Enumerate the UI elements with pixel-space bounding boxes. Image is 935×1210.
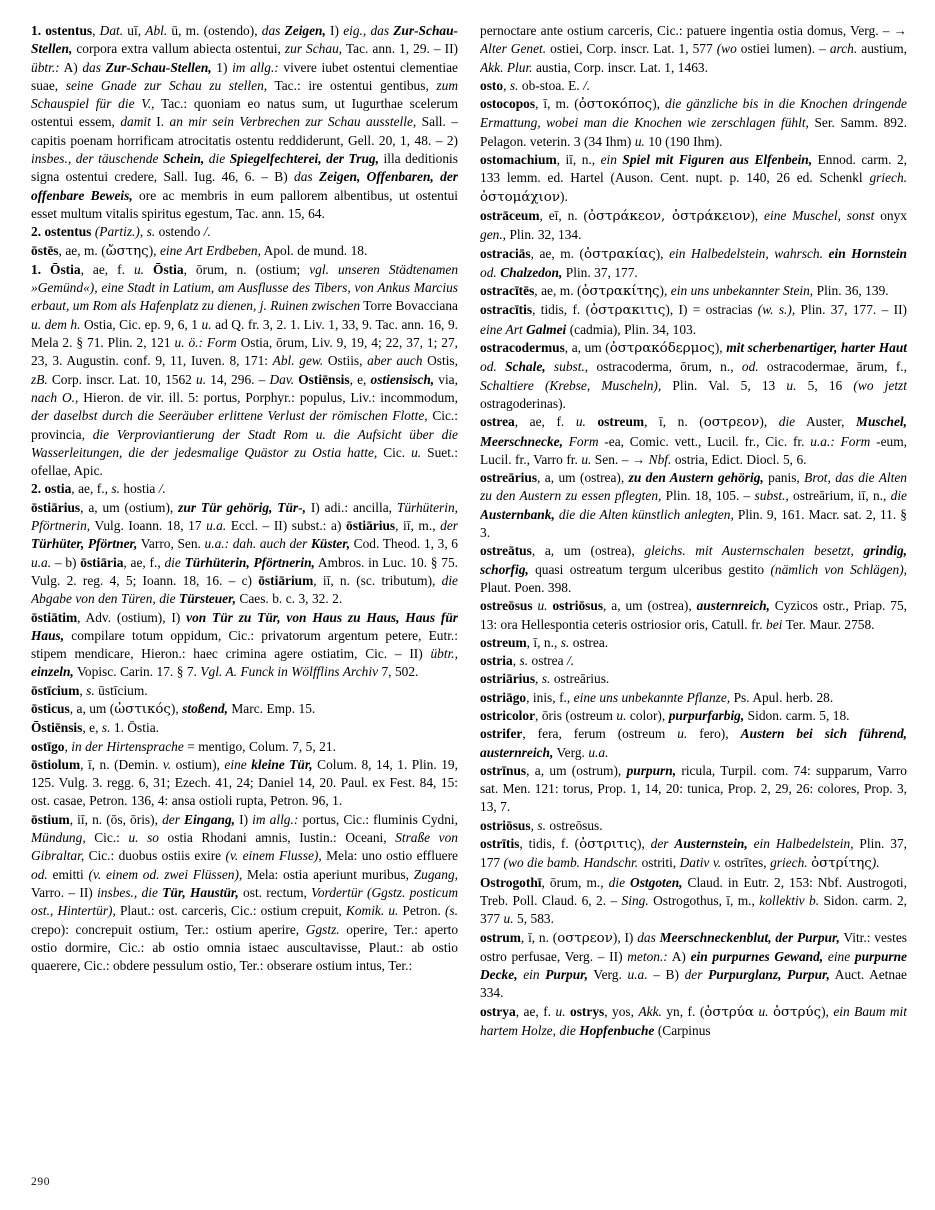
dictionary-entry: ostraciās, ae, m. (ὀστρακίας), ein Halbedelstein, wahrsch. ein Hornstein od. Chalzedon, Plin. 37, 177. (480, 245, 907, 280)
dictionary-entry: 2. ostentus (Partiz.), s. ostendo /. (31, 224, 211, 240)
dictionary-entry: Ōstiēnsis, e, s. 1. Ōstia. (31, 720, 160, 736)
dictionary-entry: ostriārius, s. ostreārius. (480, 671, 610, 687)
dictionary-entry: ostreōsus u. ostriōsus, a, um (ostrea), austernreich, Cyzicos ostr., Priap. 75, 13: ora Hellespontia ceteris ostriosior oris, Catull. fr. bei Ter. Maur. 2758. (480, 598, 907, 632)
dictionary-entry: ostreārius, a, um (ostrea), zu den Austern gehörig, panis, Brot, das die Alten zu den Austern zu essen pflegten, Plin. 18, 105. – subst., ostreārium, iī, n., die Austernbank, die die Alten künstlich anlegten, Plin. 9, 161. Macr. sat. 2, 11. § 3. (480, 470, 907, 541)
page-number: 290 (31, 1176, 51, 1188)
dictionary-entry: ostīgo, in der Hirtensprache = mentigo, Colum. 7, 5, 21. (31, 738, 336, 754)
dictionary-entry: ostriāgo, inis, f., eine uns unbekannte Pflanze, Ps. Apul. herb. 28. (480, 689, 834, 705)
dictionary-entry: ostocopos, ī, m. (ὀστοκόπος), die gänzliche bis in die Knochen dringende Ermattung, wobei man die Knochen wie zerschlagen fühlt, Ser. Samm. 892. Pelagon. veterin. 3 (34 Ihm) u. 10 (190 Ihm). (480, 96, 907, 149)
dictionary-entry: 2. ostia, ae, f., s. hostia /. (31, 481, 166, 497)
left-column (31, 22, 458, 1162)
dictionary-entry: ostrya, ae, f. u. ostrys, yos, Akk. yn, f. (ὀστρύα u. ὀστρύς), ein Baum mit hartem Holze, die Hopfenbuche (Carpinus (480, 1003, 907, 1039)
dictionary-entry: 1. ostentus, Dat. uī, Abl. ū, m. (ostendo), das Zeigen, I) eig., das Zur-Schau-Stellen, corpora extra vallum abiecta ostentui, zur Schau, Tac. ann. 1, 29. – II) übtr.: A) das Zur-Schau-Stellen, 1) im allg.: vivere iubet ostentui clementiae suae, seine Gnade zur Schau zu stellen, Tac.: ire ostentui gentibus, zum Schauspiel für die V., Tac.: quoniam eo natus sum, ut Iugurthae scelerum ostentui essem, damit I. an mir sein Verbrechen zur Schau ausstelle, Sall. – capitis poenam horrificam atrocitatis ostentu reddiderunt, Gell. 20, 1, 48. – 2) insbes., der täuschende Schein, die Spiegelfechterei, der Trug, illa deditionis signa ostentui credere, Sall. Iug. 46, 6. – B) das Zeigen, Offenbaren, der offenbare Beweis, ore ac membris in eum pallorem albentibus, ut ostentui esset multum vitalis spiritus egestum, Tac. ann. 15, 64. (31, 23, 458, 221)
dictionary-entry: ostracodermus, a, um (ὀστρακόδερμος), mit scherbenartiger, harter Haut od. Schale, subst., ostracoderma, ōrum, n., od. ostracodermae, ārum, f., Schaltiere (Krebse, Muscheln), Plin. Val. 5, 13 u. 5, 16 (wo jetzt ostragoderinas). (480, 340, 907, 411)
dictionary-entry: ostracītis, tidis, f. (ὀστρακιτις), I) = ostracias (w. s.), Plin. 37, 177. – II) eine Art Galmei (cadmia), Plin. 34, 103. (480, 302, 907, 337)
dictionary-entry: ostreātus, a, um (ostrea), gleichs. mit Austernschalen besetzt, grindig, schorfig, quasi ostreatum tergum ulceribus gestito (nämlich von Schlägen), Plaut. Poen. 398. (480, 543, 907, 595)
dictionary-entry: ostracītēs, ae, m. (ὀστρακίτης), ein uns unbekannter Stein, Plin. 36, 139. (480, 283, 889, 300)
dictionary-entry: ostreum, ī, n., s. ostrea. (480, 634, 609, 650)
dictionary-entry: ōstiātim, Adv. (ostium), I) von Tür zu Tür, von Haus zu Haus, Haus für Haus, compilare totum oppidum, Cic.: privatorum argentum petere, Eutr.: stipem mendicare, Hieron.: haec crimina agere ostiatim, Cic. – II) übtr., einzeln, Vopisc. Carin. 17. § 7. Vgl. A. Funck in Wölfflins Archiv 7, 502. (31, 609, 458, 680)
dictionary-entry: osto, s. ob-stoa. E. /. (480, 77, 591, 93)
right-column (480, 22, 907, 1162)
dictionary-entry: ostomachium, iī, n., ein Spiel mit Figuren aus Elfenbein, Ennod. carm. 2, 133 lemm. ed. Hartel (Auson. Cent. nupt. p. 140, 26 ed. Schenkl griech. ὀστομάχιον). (480, 152, 907, 205)
dictionary-entry: ostrum, ī, n. (οστρεον), I) das Meerschneckenblut, der Purpur, Vitr.: vestes ostro perfusae, Verg. – II) meton.: A) ein purpurnes Gewand, eine purpurne Decke, ein Purpur, Verg. u.a. – B) der Purpurglanz, Purpur, Auct. Aetnae 334. (480, 929, 907, 1001)
dictionary-entry: ostrea, ae, f. u. ostreum, ī, n. (οστρεον), die Auster, Muschel, Meerschnecke, Form -ea, Comic. vett., Lucil. fr., Cic. fr. u.a.: Form -eum, Lucil. fr., Varro fr. u. Sen. – → Nbf. ostria, Edict. Diocl. 5, 6. (480, 414, 907, 467)
dictionary-entry: ostricolor, ōris (ostreum u. color), purpurfarbig, Sidon. carm. 5, 18. (480, 707, 850, 723)
dictionary-entry: ostrīnus, a, um (ostrum), purpurn, ricula, Turpil. com. 74: supparum, Varro sat. Men. 121: torus, Prop. 1, 14, 20: tunica, Prop. 2, 29, 26: colores, Prop. 3, 13, 7. (480, 762, 907, 815)
dictionary-entry: ostria, s. ostrea /. (480, 653, 575, 669)
dictionary-entry: ōstiārius, a, um (ostium), zur Tür gehörig, Tür-, I) adi.: ancilla, Türhüterin, Pförtnerin, Vulg. Ioann. 18, 17 u.a. Eccl. – II) subst.: a) ōstiārius, iī, m., der Türhüter, Pförtner, Varro, Sen. u.a.: dah. auch der Küster, Cod. Theod. 1, 3, 6 u.a. – b) ōstiāria, ae, f., die Türhüterin, Pförtnerin, Ambros. in Luc. 10. § 75. Vulg. 2. reg. 4, 5; Ioann. 18, 16. – c) ōstiārium, iī, n. (sc. tributum), die Abgabe von den Türen, die Türsteuer, Caes. b. c. 3, 32. 2. (31, 499, 458, 607)
dictionary-entry: 1. Ōstia, ae, f. u. Ōstia, ōrum, n. (ostium; vgl. unseren Städtenamen »Gemünd«), eine Stadt in Latium, am Ausflusse des Tibers, von Ankus Marcius erbaut, um Rom als Hafenplatz zu dienen, j. Ruinen zwischen Torre Bovacciana u. dem h. Ostia, Cic. ep. 9, 6, 1 u. ad Q. fr. 3, 2. 1. Liv. 1, 33, 9. Tac. ann. 16, 9. Mela 2. § 71. Plin. 2, 121 u. ö.: Form Ostia, ōrum, Liv. 9, 19, 4; 22, 37, 1; 27, 23, 3. Augustin. conf. 9, 11, Iuven. 8, 171: Abl. gew. Ostiis, aber auch Ostis, zB. Corp. inscr. Lat. 10, 1562 u. 14, 296. – Dav. Ostiēnsis, e, ostiensisch, via, nach O., Hieron. de vir. ill. 5: portus, Porphyr.: populus, Liv.: incommodum, der daselbst durch die Seeräuber erlittene Verlust der römischen Flotte, Cic.: provincia, die Verproviantierung der Stadt Rom u. die Aufsicht über die Wasserleitungen, die der jedesmalige Quästor zu Ostia hatte, Cic. u. Suet.: ofellae, Apic. (31, 261, 458, 479)
dictionary-entry: ostrifer, fera, ferum (ostreum u. fero), Austern bei sich führend, austernreich, Verg. u.a. (480, 726, 907, 760)
dictionary-entry: ostriōsus, s. ostreōsus. (480, 817, 603, 833)
dictionary-entry: ōstium, iī, n. (ōs, ōris), der Eingang, I) im allg.: portus, Cic.: fluminis Cydni, Mündung, Cic.: u. so ostia Rhodani amnis, Iustin.: Oceani, Straße von Gibraltar, Cic.: duobus ostiis exire (v. einem Flusse), Mela: uno ostio effluere od. emitti (v. einem od. zwei Flüssen), Mela: ostia aperiunt muribus, Zugang, Varro. – II) insbes., die Tür, Haustür, ost. rectum, Vordertür (Ggstz. posticum ost., Hintertür), Plaut.: ost. carceris, Cic.: ostium crepuit, Komik. u. Petron. (s. crepo): concrepuit ostium, Ter.: ostium aperire, Ggstz. operire, Ter.: aperto ostio dormire, Cic.: ab ostio omnia istaec auscultavisse, Plaut.: ab ostio quaerere, Cic.: obdere pessulum ostio, Ter.: obserare ostium intus, Ter.: (31, 811, 458, 974)
dictionary-entry: pernoctare ante ostium carceris, Cic.: patuere ingentia ostia domus, Verg. – → Alter Genet. ostiei, Corp. inscr. Lat. 1, 577 (wo ostiei lumen). – arch. austium, Akk. Plur. austia, Corp. inscr. Lat. 1, 1463. (480, 23, 907, 75)
two-column-body (31, 22, 907, 1162)
dictionary-entry: Ostrogothī, ōrum, m., die Ostgoten, Claud. in Eutr. 2, 153: Nbf. Austrogoti, Treb. Poll. Claud. 6, 2. – Sing. Ostrogothus, ī, m., kollektiv b. Sidon. carm. 2, 377 u. 5, 583. (480, 874, 907, 927)
dictionary-entry: ōstiolum, ī, n. (Demin. v. ostium), eine kleine Tür, Colum. 8, 14, 1. Plin. 19, 125. Vulg. 3. regg. 6, 31; Ezech. 41, 24; Daniel 14, 20. Paul. ex Fest. 84, 15: ost. casae, Petron. 136, 4: ansa ostioli rupta, Petron. 96, 1. (31, 756, 458, 809)
dictionary-entry: ōsticus, a, um (ὠστικός), stoßend, Marc. Emp. 15. (31, 700, 316, 717)
dictionary-entry: ōstēs, ae, m. (ὤστης), eine Art Erdbeben, Apol. de mund. 18. (31, 242, 368, 259)
dictionary-entry: ōstīcium, s. ūstīcium. (31, 682, 148, 698)
dictionary-entry: ostrītis, tidis, f. (ὀστριτις), der Austernstein, ein Halbedelstein, Plin. 37, 177 (wo die bamb. Handschr. ostriti, Dativ v. ostrītes, griech. ὀστρίτης). (480, 836, 907, 872)
dictionary-entry: ostrāceum, eī, n. (ὀστράκεον, ὀστράκειον), eine Muschel, sonst onyx gen., Plin. 32, 134. (480, 207, 907, 243)
